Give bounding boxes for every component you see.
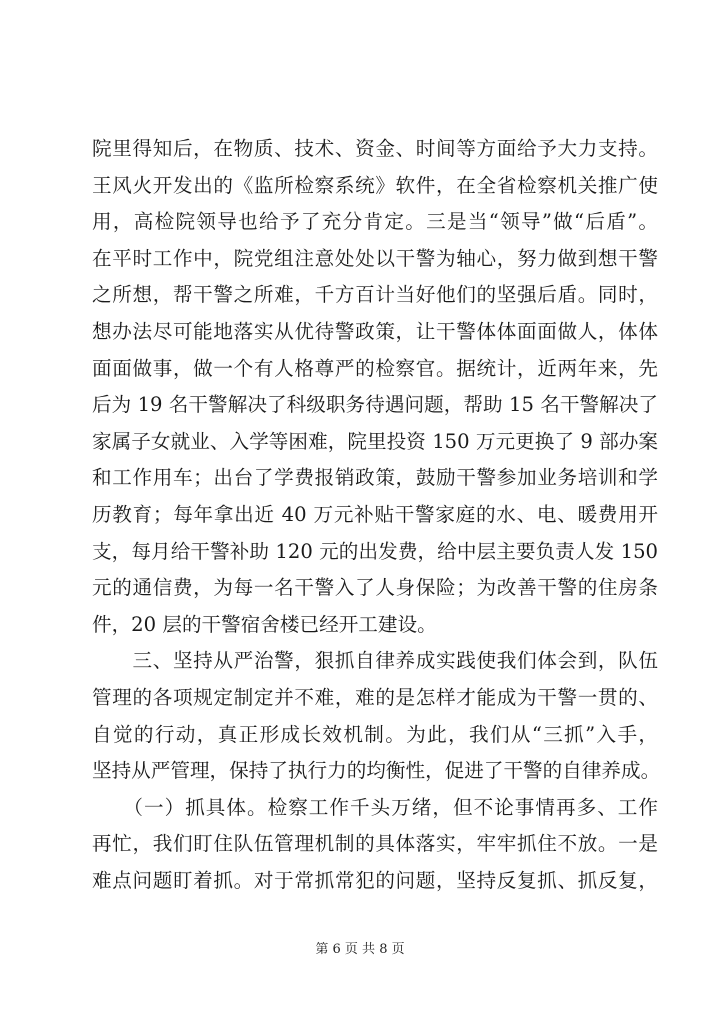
- text-line: 难点问题盯着抓。对于常抓常犯的问题，坚持反复抓、抓反复，: [92, 868, 658, 892]
- text-line: 支，每月给干警补助 120 元的出发费，给中层主要负责人发 150: [92, 539, 658, 563]
- paragraph-start-line: 三、坚持从严治警，狠抓自律养成实践使我们体会到，队伍: [92, 649, 658, 673]
- text-line: 元的通信费，为每一名干警入了人身保险；为改善干警的住房条: [92, 576, 658, 600]
- text-line: 自觉的行动，真正形成长效机制。为此，我们从“三抓”入手，: [92, 722, 658, 746]
- document-body: [92, 131, 661, 899]
- text-line: 在平时工作中，院党组注意处处以干警为轴心，努力做到想干警: [92, 246, 658, 270]
- text-line: 王风火开发出的《监所检察系统》软件，在全省检察机关推广使: [92, 173, 658, 197]
- text-line: 之所想，帮干警之所难，千方百计当好他们的坚强后盾。同时，: [92, 283, 658, 307]
- paragraph-start-line: （一）抓具体。检察工作千头万绪，但不论事情再多、工作: [92, 795, 658, 819]
- text-line: 再忙，我们盯住队伍管理机制的具体落实，牢牢抓住不放。一是: [92, 832, 658, 856]
- text-line: 家属子女就业、入学等困难，院里投资 150 万元更换了 9 部办案: [92, 429, 658, 453]
- text-line: 后为 19 名干警解决了科级职务待遇问题，帮助 15 名干警解决了: [92, 393, 658, 417]
- text-line: 历教育；每年拿出近 40 万元补贴干警家庭的水、电、暖费用开: [92, 502, 658, 526]
- page-number-footer: 第 6 页 共 8 页: [315, 942, 405, 957]
- text-line: 和工作用车；出台了学费报销政策，鼓励干警参加业务培训和学: [92, 466, 658, 490]
- text-line: 面面做事，做一个有人格尊严的检察官。据统计，近两年来，先: [92, 356, 658, 380]
- paragraph-end-line: 件，20 层的干警宿舍楼已经开工建设。: [92, 612, 437, 636]
- text-line: 院里得知后，在物质、技术、资金、时间等方面给予大力支持。: [92, 137, 658, 160]
- text-line: 想办法尽可能地落实从优待警政策，让干警体体面面做人，体体: [92, 319, 658, 343]
- text-line: 管理的各项规定制定并不难，难的是怎样才能成为干警一贯的、: [92, 685, 658, 709]
- paragraph-end-line: 坚持从严管理，保持了执行力的均衡性，促进了干警的自律养成。: [92, 759, 661, 783]
- text-line: 用，高检院领导也给予了充分肯定。三是当“领导”做“后盾”。: [92, 210, 658, 234]
